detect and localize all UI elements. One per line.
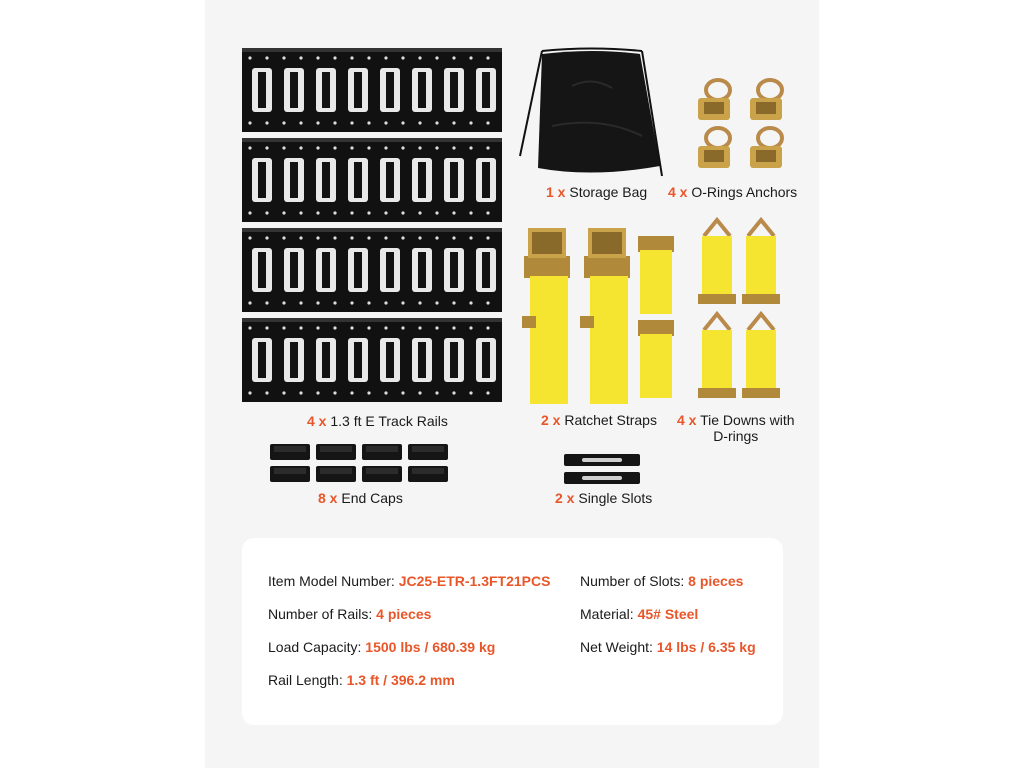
spec-net-weight: Net Weight: 14 lbs / 6.35 kg (580, 639, 756, 655)
end-caps-image (268, 442, 450, 486)
label-single-slots: 2 x Single Slots (555, 490, 653, 506)
tie-downs-image (694, 216, 784, 402)
spec-number-of-rails: Number of Rails: 4 pieces (268, 606, 432, 622)
storage-bag-image (512, 46, 672, 186)
label-ratchet-straps: 2 x Ratchet Straps (541, 412, 657, 428)
label-e-track-rails: 4 x 1.3 ft E Track Rails (307, 413, 448, 429)
spec-load-capacity: Load Capacity: 1500 lbs / 680.39 kg (268, 639, 496, 655)
e-track-rails-image (240, 46, 505, 406)
spec-model-number: Item Model Number: JC25-ETR-1.3FT21PCS (268, 573, 551, 589)
label-tie-downs: 4 x Tie Downs with D-rings (677, 412, 795, 444)
ratchet-straps-image (520, 226, 680, 404)
spec-number-of-slots: Number of Slots: 8 pieces (580, 573, 744, 589)
spec-rail-length: Rail Length: 1.3 ft / 396.2 mm (268, 672, 455, 688)
label-o-rings-anchors: 4 x O-Rings Anchors (668, 184, 798, 200)
spec-material: Material: 45# Steel (580, 606, 699, 622)
label-storage-bag: 1 x Storage Bag (546, 184, 648, 200)
specs-card (242, 538, 783, 725)
o-ring-anchors-image (680, 76, 800, 181)
single-slots-image (562, 452, 642, 486)
label-end-caps: 8 x End Caps (318, 490, 403, 506)
